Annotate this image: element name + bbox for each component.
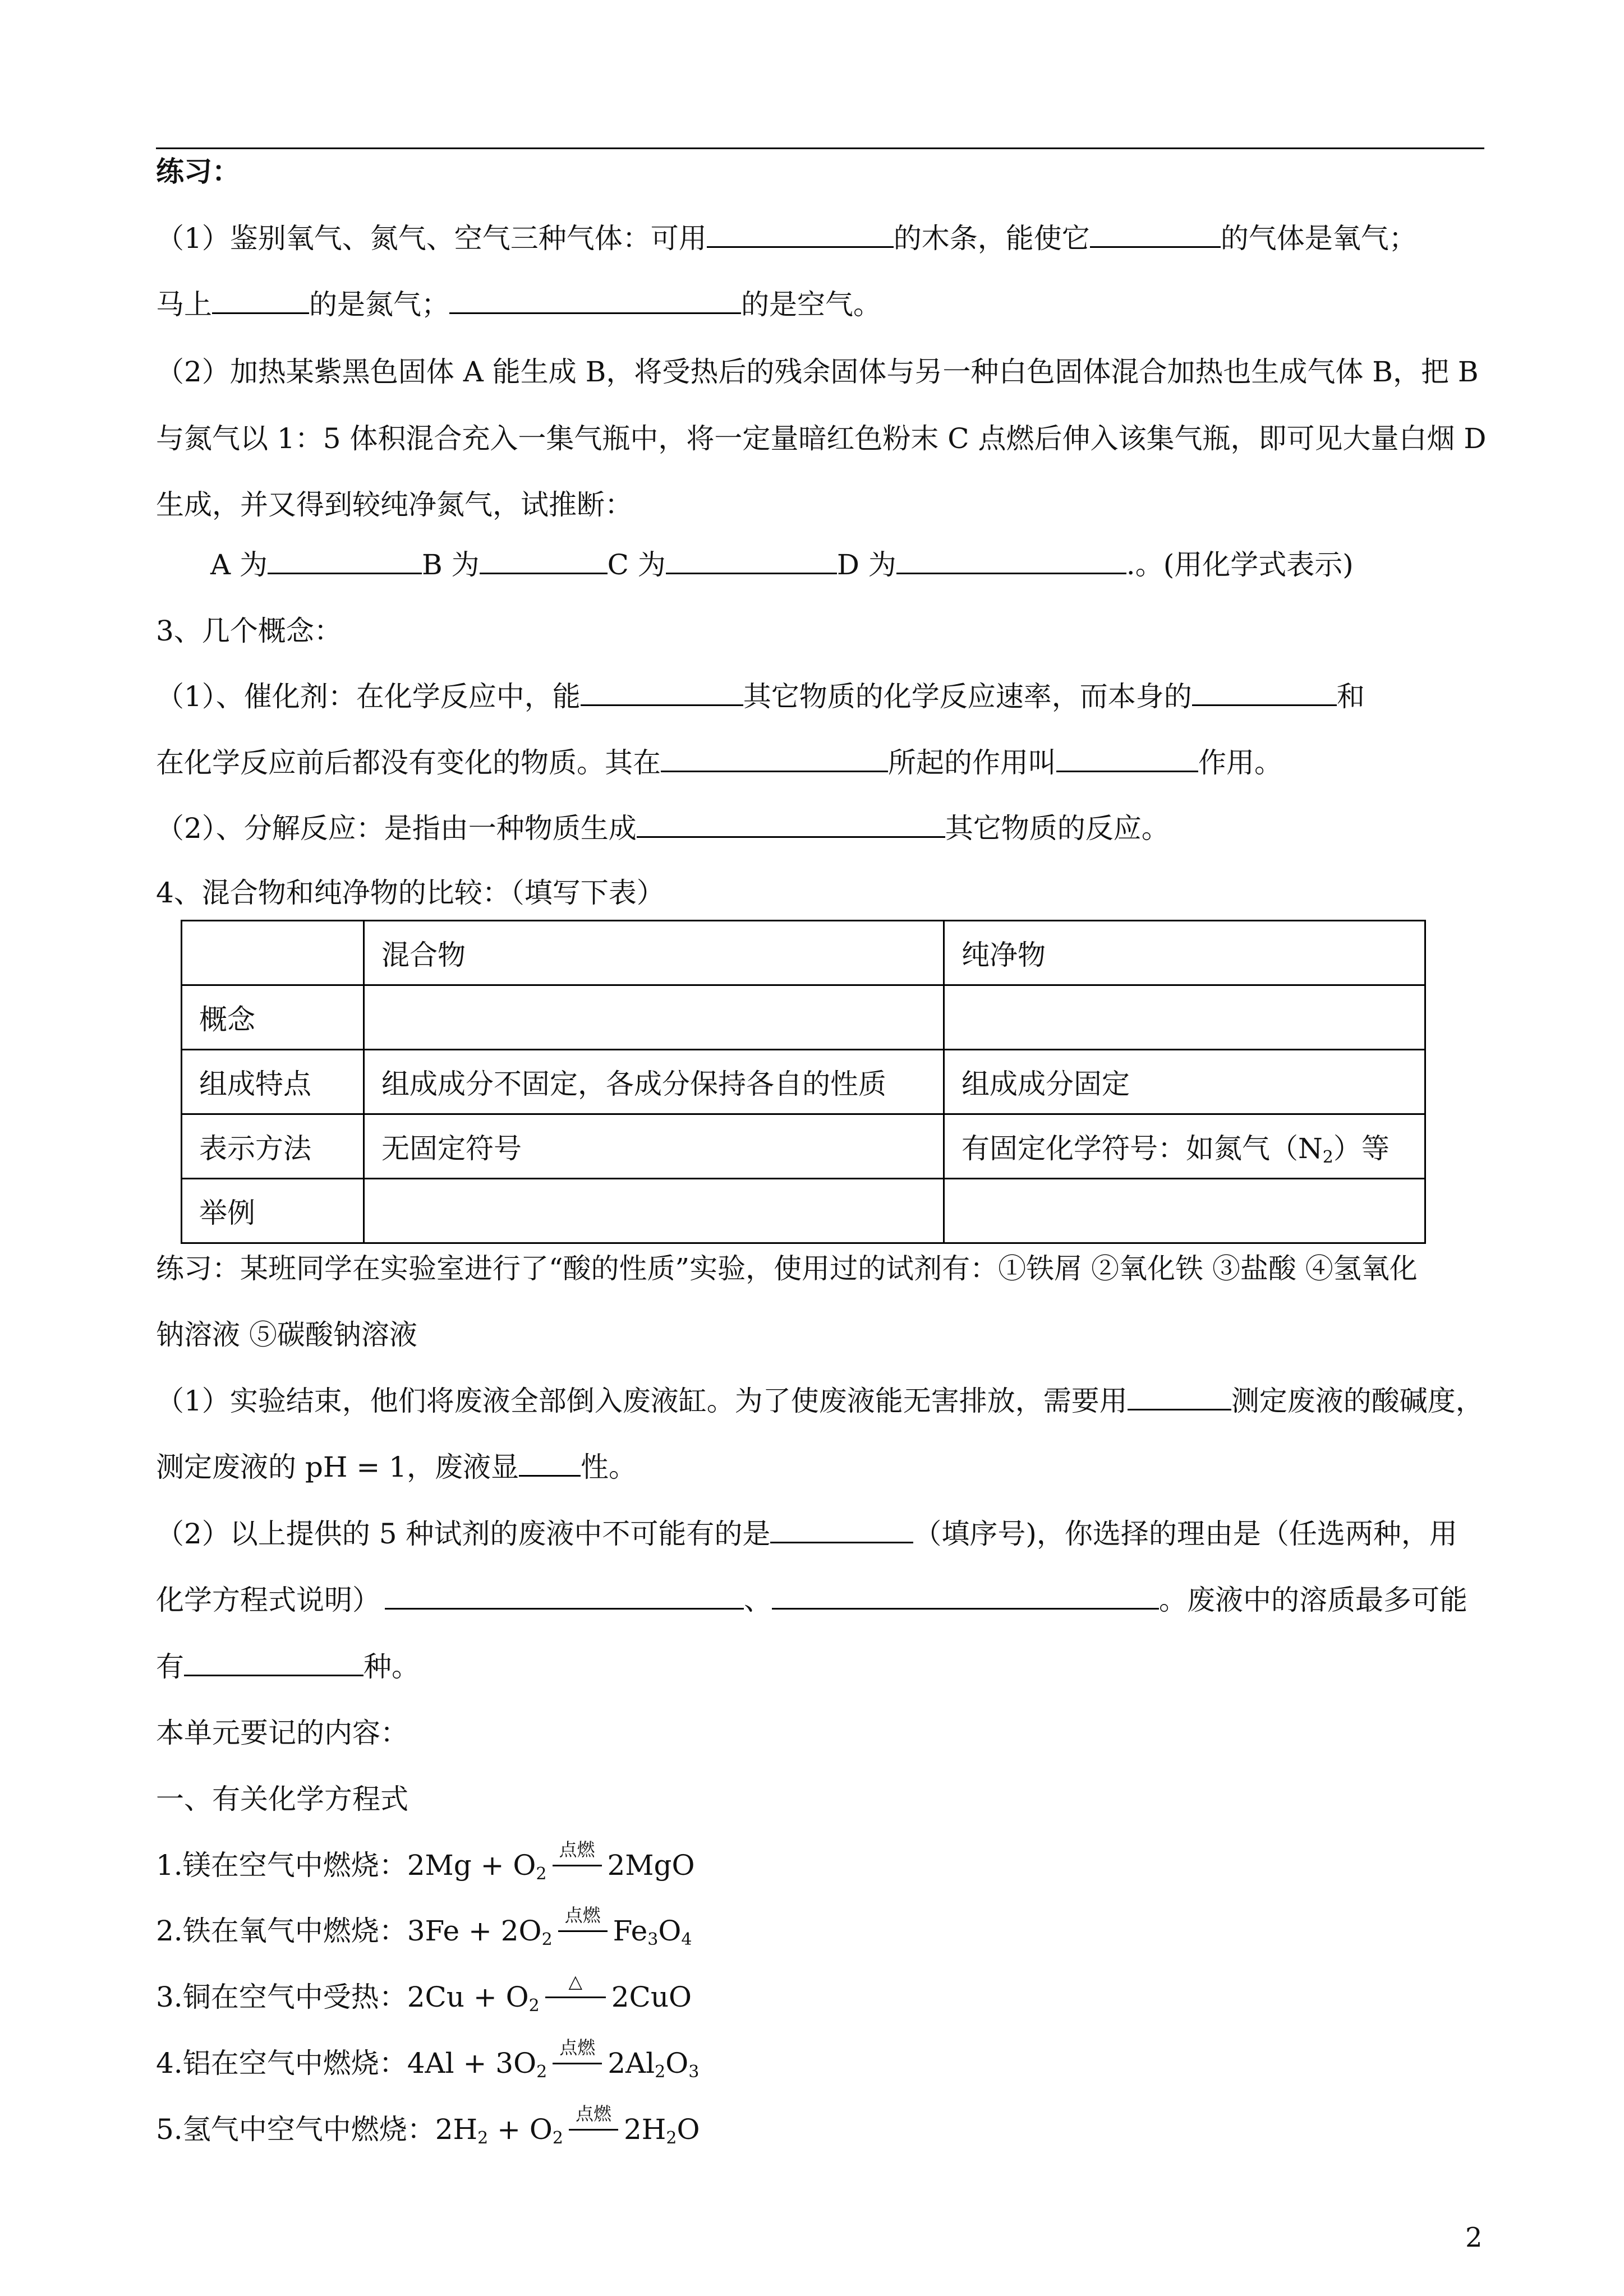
text-span: 测定废液的 pH = 1，废液显: [156, 1451, 519, 1483]
table-row-label: 表示方法: [182, 1114, 364, 1179]
answer-blank[interactable]: [772, 1585, 1159, 1610]
subscript: 2: [541, 1930, 553, 1949]
exercise-q1-line2: [156, 288, 881, 321]
text-span: （2）、分解反应：是指由一种物质生成: [156, 812, 637, 845]
text-span: 2.铁在氧气中燃烧：3Fe + 2O: [156, 1915, 542, 1947]
answer-blank[interactable]: [212, 290, 309, 314]
exercise2-q1-line2: [156, 1450, 637, 1484]
table-cell[interactable]: [944, 985, 1425, 1050]
text-span: 化学方程式说明）: [156, 1584, 380, 1616]
text-span: O: [665, 2047, 689, 2080]
text-span: 、: [744, 1584, 772, 1616]
text-span: A 为: [210, 548, 268, 581]
table-row: [182, 1050, 1425, 1114]
text-span: 在化学反应前后都没有变化的物质。其在: [156, 746, 661, 779]
condition-mark: [542, 1971, 609, 2007]
text-span: （1）实验结束，他们将废液全部倒入废液缸。为了使废液能无害排放，需要用: [156, 1385, 1128, 1417]
text-span: 马上: [156, 288, 212, 321]
text-span: 的是氮气；: [309, 288, 449, 321]
summary-heading: 本单元要记的内容：: [156, 1717, 408, 1749]
answer-blank[interactable]: [449, 290, 741, 314]
section-3-heading: 3、几个概念：: [156, 615, 342, 647]
text-span: D 为: [836, 548, 896, 581]
text-span: 有固定化学符号：如氮气（N: [961, 1132, 1323, 1165]
exercise2-intro-line1: 练习：某班同学在实验室进行了“酸的性质”实验，使用过的试剂有：①铁屑 ②氧化铁 ③盐酸 ④氢氧化: [156, 1252, 1418, 1285]
condition-bar: [558, 1930, 608, 1932]
table-cell: [182, 921, 364, 985]
table-cell: [944, 1114, 1425, 1179]
answer-blank[interactable]: [637, 814, 945, 838]
condition-label: 点燃: [575, 2103, 611, 2124]
table-row: [182, 1114, 1425, 1179]
text-span: ）等: [1333, 1132, 1390, 1165]
equation-4: [156, 2037, 700, 2089]
text-span: 所起的作用叫: [888, 746, 1056, 779]
text-span: （填序号)，你选择的理由是（任选两种，用: [913, 1518, 1457, 1550]
page-number: 2: [1465, 2222, 1483, 2253]
exercise2-intro-line2: 钠溶液 ⑤碳酸钠溶液: [156, 1318, 417, 1351]
text-span: 的是空气。: [741, 288, 881, 321]
condition-mark: [549, 1839, 605, 1875]
answer-blank[interactable]: [385, 1585, 744, 1610]
comparison-table: [181, 920, 1426, 1244]
section-4-heading: 4、混合物和纯净物的比较：（填写下表）: [156, 877, 665, 909]
answer-blank[interactable]: [519, 1453, 581, 1477]
catalyst-line1: [156, 680, 1365, 713]
text-span: .。(用化学式表示): [1126, 548, 1354, 581]
answer-blank-a[interactable]: [268, 550, 422, 574]
answer-blank-b[interactable]: [480, 550, 608, 574]
subscript: 3: [688, 2062, 700, 2082]
exercise-q1-line1: [156, 222, 1417, 255]
condition-bar: [569, 2129, 618, 2131]
text-span: 的木条，能使它: [893, 222, 1090, 255]
exercise-q2-line1: （2）加热某紫黑色固体 A 能生成 B，将受热后的残余固体与另一种白色固体混合加热也生成气体 B，把 B: [156, 356, 1479, 388]
text-span: B 为: [422, 548, 480, 581]
text-span: 2Al: [608, 2047, 655, 2080]
header-rule: [156, 147, 1484, 149]
subscript: 2: [536, 1864, 547, 1884]
subscript: 2: [666, 2128, 677, 2148]
answer-blank-c[interactable]: [666, 550, 837, 574]
table-cell: 无固定符号: [364, 1114, 944, 1179]
text-span: （1）、催化剂：在化学反应中，能: [156, 680, 581, 713]
equation-3: [156, 1971, 692, 2023]
condition-label: 点燃: [559, 1839, 595, 1860]
subscript: 2: [536, 2062, 548, 2082]
text-span: O: [658, 1915, 682, 1947]
table-header-mixture: 混合物: [364, 921, 944, 985]
condition-mark: [555, 1905, 611, 1940]
text-span: 4.铝在空气中燃烧：4Al + 3O: [156, 2047, 537, 2080]
decomposition-line: [156, 812, 1170, 845]
text-span: 5.氢气中空气中燃烧：2H: [156, 2113, 478, 2146]
text-span: （2）以上提供的 5 种试剂的废液中不可能有的是: [156, 1518, 771, 1550]
table-row-label: 组成特点: [182, 1050, 364, 1114]
exercise2-q1-line1: [156, 1384, 1484, 1418]
equation-1: [156, 1839, 695, 1891]
table-row-label: 概念: [182, 985, 364, 1050]
table-row: [182, 1179, 1425, 1243]
condition-bar: [553, 1865, 602, 1866]
exercise2-q2-line3: [156, 1650, 420, 1684]
answer-blank[interactable]: [1090, 224, 1221, 248]
table-row-label: 举例: [182, 1179, 364, 1243]
answer-blank[interactable]: [1056, 748, 1198, 772]
text-span: 有: [156, 1650, 184, 1683]
answer-blank[interactable]: [707, 224, 894, 248]
text-span: 3.铜在空气中受热：2Cu + O: [156, 1981, 529, 2013]
condition-label: △: [568, 1971, 583, 1992]
answer-blank[interactable]: [770, 1519, 913, 1543]
subscript: 2: [528, 1996, 540, 2016]
condition-label: 点燃: [564, 1905, 601, 1926]
exercise-q2-answers: [210, 548, 1354, 582]
text-span: 作用。: [1198, 746, 1282, 779]
condition-bar: [553, 2063, 602, 2064]
subscript: 2: [655, 2062, 666, 2082]
text-span: （1）鉴别氧气、氮气、空气三种气体：可用: [156, 222, 707, 255]
text-span: 和: [1336, 680, 1365, 713]
exercise-q2-line2: 与氮气以 1：5 体积混合充入一集气瓶中，将一定量暗红色粉末 C 点燃后伸入该集气瓶，即可见大量白烟 D: [156, 422, 1487, 455]
text-span: O: [677, 2113, 700, 2146]
text-span: 性。: [581, 1451, 637, 1483]
text-span: 。废液中的溶质最多可能: [1159, 1584, 1467, 1616]
condition-bar: [545, 1997, 606, 1998]
text-span: 2MgO: [607, 1849, 695, 1882]
answer-blank[interactable]: [184, 1652, 364, 1676]
subscript: 4: [681, 1930, 692, 1949]
condition-mark: [549, 2037, 605, 2073]
text-span: + O: [488, 2113, 553, 2146]
table-cell[interactable]: [944, 1179, 1425, 1243]
table-cell: 组成成分不固定，各成分保持各自的性质: [364, 1050, 944, 1114]
text-span: Fe: [613, 1915, 648, 1947]
catalyst-line2: [156, 746, 1282, 780]
subscript: 3: [647, 1930, 659, 1949]
subscript: 2: [477, 2128, 489, 2148]
exercise2-q2-line2: [156, 1583, 1467, 1617]
text-span: C 为: [607, 548, 666, 581]
equation-5: [156, 2103, 700, 2155]
answer-blank[interactable]: [581, 682, 743, 706]
text-span: 2H: [624, 2113, 666, 2146]
table-header-pure: 纯净物: [944, 921, 1425, 985]
text-span: 测定废液的酸碱度，: [1231, 1385, 1484, 1417]
table-row: [182, 985, 1425, 1050]
equations-heading: 一、有关化学方程式: [156, 1783, 408, 1815]
table-cell: 组成成分固定: [944, 1050, 1425, 1114]
subscript: 2: [1322, 1147, 1333, 1167]
answer-blank[interactable]: [1192, 682, 1337, 706]
exercise-q2-line3: 生成，并又得到较纯净氮气，试推断：: [156, 488, 633, 521]
equation-2: [156, 1905, 692, 1957]
condition-label: 点燃: [559, 2037, 596, 2058]
text-span: 1.镁在空气中燃烧：2Mg + O: [156, 1849, 536, 1882]
table-cell[interactable]: [364, 985, 944, 1050]
answer-blank[interactable]: [1128, 1386, 1231, 1410]
exercise-heading: 练习：: [156, 155, 240, 188]
table-cell[interactable]: [364, 1179, 944, 1243]
table-header-row: [182, 921, 1425, 985]
text-span: 种。: [364, 1650, 420, 1683]
text-span: 的气体是氧气；: [1220, 222, 1417, 255]
exercise2-q2-line1: [156, 1517, 1457, 1551]
text-span: 其它物质的反应。: [945, 812, 1170, 845]
text-span: 其它物质的化学反应速率，而本身的: [743, 680, 1192, 713]
text-span: 2CuO: [611, 1981, 692, 2013]
answer-blank[interactable]: [661, 748, 888, 772]
subscript: 2: [552, 2128, 563, 2148]
condition-mark: [565, 2103, 622, 2139]
answer-blank-d[interactable]: [896, 550, 1126, 574]
